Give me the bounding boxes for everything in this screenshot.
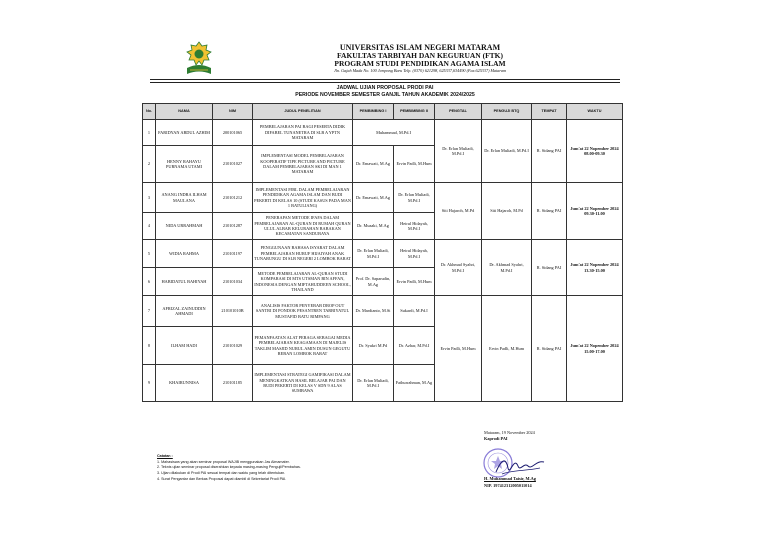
column-header: NIM [213, 104, 253, 120]
cell-tempat: R. Sidang PAI [532, 120, 567, 183]
table-row [143, 296, 623, 327]
signature-name: H. Muhammad Taisir, M.Ag [484, 476, 536, 481]
notes [157, 454, 301, 483]
cell-pembimbing-2: Fathurrahman, M.Ag [394, 365, 435, 402]
letterhead-rule-thin [150, 82, 620, 83]
cell-nim: 200101065 [213, 120, 253, 146]
cell-nama: NIDA URRAHMAH [156, 213, 213, 240]
cell-nama: WIDIA RAHMA [156, 240, 213, 268]
cell-pembimbing-1: Dr. Erlan Muliadi, M.Pd.I [353, 240, 394, 268]
cell-waktu [567, 240, 623, 296]
address: Jln. Gajah Mada No. 100 Jempong Baru Telp. (0370) 621298, 625337,634490 (Fax.625337) Mataram [333, 68, 507, 74]
note-item: 4. Surat Pengantar dan Berkas Proposal dapat diambil di Sekretariat Prodi PAI. [157, 476, 287, 481]
cell-nim: 210101212 [213, 183, 253, 213]
table-row [143, 240, 623, 268]
schedule-table [142, 103, 623, 402]
cell-nim: 210101185 [213, 365, 253, 402]
exam-date: Jum'at 22 Nopember 2024 [570, 205, 619, 211]
cell-pembimbing-1: Dr. Mardianto, M.Si [353, 296, 394, 327]
cell-no: 2 [143, 146, 156, 183]
exam-time: 13.30-15.00 [584, 267, 605, 273]
cell-penguji-btq: Siti Hajaroh, M.Pd [482, 183, 532, 240]
cell-pembimbing-1: Dr. Muzaki, M.Ag [353, 213, 394, 240]
cell-tempat: R. Sidang PAI [532, 240, 567, 296]
note-item: 2. Teknis ujian seminar proposal diserahkan kepada masing-masing Penguji/Pembahas. [157, 465, 301, 470]
document-title: JADWAL UJIAN PROPOSAL PRODI PAI [336, 85, 434, 91]
cell-nama: KHAIRUNNISA [156, 365, 213, 402]
cell-judul: IMPLEMENTASI STRATEGI GAMIFIKASI DALAM MENINGKATKAN HASIL BELAJAR PAI DAN BUDI PEKERTI DI KELAS V SDN 9 ALAS SUMBAWA [253, 365, 353, 402]
column-header: PEMBIMBING II [394, 104, 435, 120]
column-header: No. [143, 104, 156, 120]
cell-judul: IMPLEMENTASI PJBL DALAM PEMBELAJARAN PENDIDIKAN AGAMA ISLAM DAN BUDI PEKERTI DI KELAS 10 (STUDI KASUS PADA MAN 1 BATULIANG) [253, 183, 353, 213]
table-row [143, 183, 623, 213]
exam-date: Jum'at 22 Nopember 2024 [570, 343, 619, 349]
handwritten-signature-icon [492, 452, 548, 480]
exam-date: Jum'at 22 Nopember 2024 [570, 145, 619, 151]
signature-position: Kaprodi PAI [484, 436, 508, 442]
cell-judul: PEMANFAATAN ALAT PERAGA SEBAGAI MEDIA PEMBELAJARAN KEAGAMAAN DI MAJELIS TAKLIM MASJID NURUL AMIN DUSUN GEGUTU REBAN LOMBOK BARAT [253, 327, 353, 365]
cell-penguji-btq: Dr. Erlan Muliadi, M.Pd.I [482, 120, 532, 183]
cell-pembimbing-1: Dr. Syukri M.Pd [353, 327, 394, 365]
cell-pembimbing: Muhammad, M.Pd.I [353, 120, 435, 146]
cell-nama: ANANG INDRA ILHAM MAULANA [156, 183, 213, 213]
table-header-row [143, 104, 623, 120]
university-name: UNIVERSITAS ISLAM NEGERI MATARAM [339, 43, 501, 52]
column-header: WAKTU [567, 104, 623, 120]
cell-nim: 210101027 [213, 146, 253, 183]
cell-pembimbing-1: Prof. Dr. Saparudin, M.Ag [353, 268, 394, 296]
program-name: PROGRAM STUDI PENDIDIKAN AGAMA ISLAM [334, 59, 506, 69]
cell-penguji-btq: Ervin Padli, M.Hum [482, 296, 532, 402]
cell-pembimbing-2: Sukardi, M.Pd.I [394, 296, 435, 327]
column-header: NAMA [156, 104, 213, 120]
cell-penguji: Siti Hajaroh, M.Pd [435, 183, 482, 240]
cell-judul: PENGGUNAAN BAHASA ISYARAT DALAM PEMBELAJARAN HURUF HIJAIYAH ANAK TUNARUNGU DI SLB NEGERI 2 LOMBOK BARAT [253, 240, 353, 268]
cell-nama: ILHAM HADI [156, 327, 213, 365]
letterhead-rule [150, 79, 620, 80]
cell-pembimbing-2: Heirul Hidayah, M.Pd.I [394, 240, 435, 268]
cell-nim: 210101287 [213, 213, 253, 240]
cell-pembimbing-2: Heirul Hidayah, M.Pd.I [394, 213, 435, 240]
column-header: PENGUJI BTQ [482, 104, 532, 120]
exam-time: 15.00-17.00 [584, 348, 605, 354]
cell-pembimbing-1: Dr. Emawati, M.Ag [353, 146, 394, 183]
exam-date: Jum'at 22 Nopember 2024 [570, 262, 619, 268]
signature-block [484, 430, 604, 488]
cell-judul: PEMBELAJARAN PAI BAGI PESERTA DIDIK DIFABEL TUNANETRA DI SLB A YPTN MATARAM [253, 120, 353, 146]
cell-penguji-btq: Dr. Akhmad Syahri, M.Pd.I [482, 240, 532, 296]
cell-no: 6 [143, 268, 156, 296]
cell-pembimbing-1: Dr. Emawati, M.Ag [353, 183, 394, 213]
cell-waktu [567, 296, 623, 402]
column-header: PEMBIMBING I [353, 104, 394, 120]
cell-judul: PENERAPAN METODE IFAFA DALAM PEMBELAJARAN AL-QURAN DI RUMAH QURAN ULUL ALBAB KELURAHAN BABAKAN KECAMATAN SANDUBAYA [253, 213, 353, 240]
cell-no: 7 [143, 296, 156, 327]
exam-time: 08.00-09.30 [584, 151, 605, 156]
cell-nama: FARIDYAN ABDUL AZHIM [156, 120, 213, 146]
cell-nama: HENNY RAHAYU PURNAMA UTAMI [156, 146, 213, 183]
cell-pembimbing-2: Ervin Padli, M.Hum [394, 146, 435, 183]
cell-pembimbing-2: Dr. Azhar, M.Pd.I [394, 327, 435, 365]
document-subtitle: PERIODE NOVEMBER SEMESTER GANJIL TAHUN AKADEMIK 2024/2025 [295, 92, 475, 98]
cell-nim: 210101034 [213, 268, 253, 296]
cell-no: 4 [143, 213, 156, 240]
column-header: PENGTAL [435, 104, 482, 120]
note-item: 1. Mahasiswa yang akan seminar proposal WAJIB menggunakan Jas Almamater. [157, 459, 290, 464]
cell-nama: AFRIZAL ZAINUDDIN AHMADI [156, 296, 213, 327]
signature-nip: NIP. 197412312005011014 [484, 483, 532, 488]
notes-heading: Catatan : [157, 454, 173, 458]
cell-tempat: R. Sidang PAI [532, 183, 567, 240]
exam-time: 09.30-11.00 [584, 211, 605, 216]
signature-place-date: Mataram, 19 November 2024 [484, 430, 535, 435]
cell-no: 3 [143, 183, 156, 213]
cell-waktu [567, 120, 623, 183]
cell-penguji: Ervin Padli, M.Hum [435, 296, 482, 402]
cell-no: 5 [143, 240, 156, 268]
cell-penguji: Dr. Akhmad Syahri, M.Pd.I [435, 240, 482, 296]
cell-no: 1 [143, 120, 156, 146]
cell-nim: 210101010B [213, 296, 253, 327]
cell-pembimbing-2: Ervin Padli, M.Hum [394, 268, 435, 296]
cell-nim: 210101197 [213, 240, 253, 268]
column-header: JUDUL PENELITIAN [253, 104, 353, 120]
cell-pembimbing-1: Dr. Erlan Muliadi, M.Pd.I [353, 365, 394, 402]
note-item: 3. Ujian dilakukan di Prodi PAI sesuai tempat dan waktu yang telah ditentukan. [157, 471, 286, 476]
cell-pembimbing-2: Dr. Erlan Muliadi, M.Pd.I [394, 183, 435, 213]
cell-judul: METODE PEMBELAJARAN AL-QURAN STUDI KOMPARASI DI MTS UTSMAN BIN AFFAN, INDONESIA DENGAN MIFTAHUDDEEN SCHOOL, THAILAND [253, 268, 353, 296]
table-row [143, 120, 623, 146]
cell-waktu [567, 183, 623, 240]
cell-nama: HABIDATUL BAHIYAH [156, 268, 213, 296]
column-header: TEMPAT [532, 104, 567, 120]
cell-judul: IMPLEMENTASI MODEL PEMBELAJARAN KOOPERATIF TIPE PICTURE AND PICTURE DALAM PEMBELAJARAN SKI DI MAN 1 MATARAM [253, 146, 353, 183]
cell-nim: 210101029 [213, 327, 253, 365]
cell-no: 8 [143, 327, 156, 365]
cell-no: 9 [143, 365, 156, 402]
cell-judul: ANALISIS FAKTOR PENYEBAB DROP OUT SANTRI DI PONDOK PESANTREN TARBIYATUL MUSTAFID BATU RIMPANG [253, 296, 353, 327]
university-logo-icon [181, 40, 217, 78]
cell-tempat: R. Sidang PAI [532, 296, 567, 402]
faculty-name: FAKULTAS TARBIYAH DAN KEGURUAN (FTK) [337, 51, 503, 61]
letterhead [230, 44, 610, 74]
cell-penguji: Dr. Erlan Muliadi, M.Pd.I [435, 120, 482, 183]
